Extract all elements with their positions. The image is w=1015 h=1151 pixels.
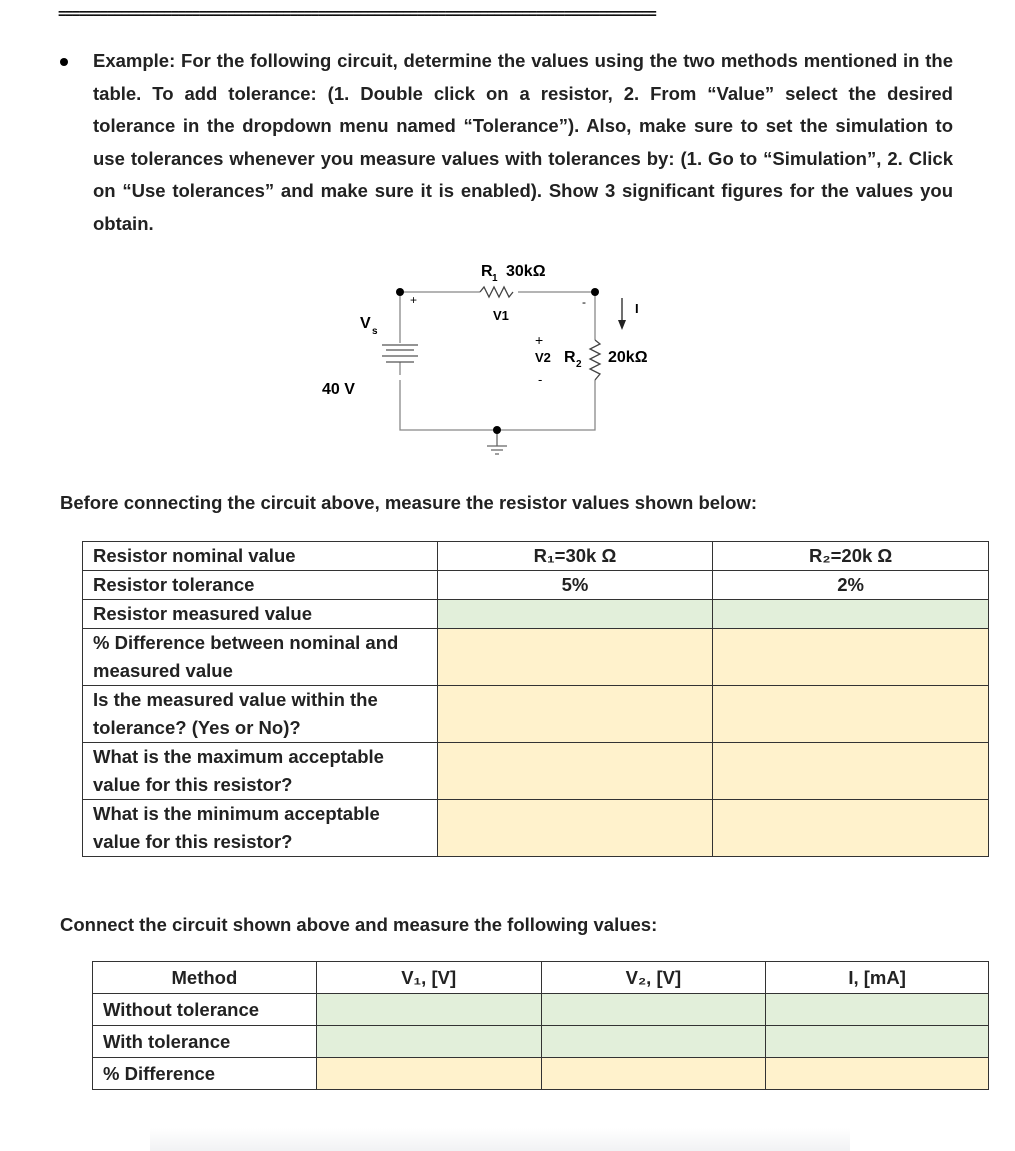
input-cell[interactable]: [437, 800, 713, 857]
circuit-diagram: [300, 250, 660, 460]
table-header-row: Method V₁, [V] V₂, [V] I, [mA]: [93, 962, 989, 994]
input-cell[interactable]: [713, 800, 989, 857]
table-row: Is the measured value within the tolerance? (Yes or No)?: [83, 686, 989, 743]
table-row: Resistor nominal value R₁=30k Ω R₂=20k Ω: [83, 542, 989, 571]
svg-text:V1: V1: [493, 308, 509, 323]
table-row: What is the maximum acceptable value for this resistor?: [83, 743, 989, 800]
instructions: Example: For the following circuit, determine the values using the two methods mentioned in the table. To add tolerance: (1. Double click on a resistor, 2. From “Value” select the desired tolerance in the dropdown menu named “Tolerance”). Also, make sure to set the simulation to use tolerances whenever you measure values with tolerances by: (1. Go to “Simulation”, 2. Click on “Use tolerances” and make sure it is enabled). Show 3 significant figures for the values you obtain.: [93, 50, 953, 234]
input-cell[interactable]: [766, 1026, 989, 1058]
separator-line: =====================================================================================: [58, 7, 656, 21]
bullet: [60, 58, 68, 66]
svg-text:-: -: [538, 372, 543, 387]
svg-text:-: -: [582, 295, 586, 309]
input-cell[interactable]: [437, 743, 713, 800]
input-cell[interactable]: [713, 629, 989, 686]
table-row: Resistor tolerance 5% 2%: [83, 571, 989, 600]
svg-text:V: V: [360, 315, 371, 332]
current-arrow-icon: [618, 320, 626, 330]
input-cell[interactable]: [437, 600, 713, 629]
input-cell[interactable]: [316, 1058, 541, 1090]
table-row: Resistor measured value: [83, 600, 989, 629]
svg-text:40 V: 40 V: [322, 381, 355, 398]
r1-resistor-symbol: [480, 287, 513, 297]
table-row: % Difference between nominal and measured value: [83, 629, 989, 686]
svg-text:30kΩ: 30kΩ: [506, 263, 546, 280]
input-cell[interactable]: [316, 1026, 541, 1058]
table-row: Without tolerance: [93, 994, 989, 1026]
battery-symbol: [382, 345, 418, 362]
input-cell[interactable]: [766, 994, 989, 1026]
input-cell[interactable]: [541, 1026, 766, 1058]
input-cell[interactable]: [437, 686, 713, 743]
input-cell[interactable]: [713, 600, 989, 629]
measurement-table: [92, 961, 989, 1090]
input-cell[interactable]: [541, 994, 766, 1026]
svg-text:I: I: [635, 301, 639, 316]
heading-resistor-measurement: Before connecting the circuit above, measure the resistor values shown below:: [60, 492, 758, 513]
input-cell[interactable]: [437, 629, 713, 686]
resistor-table: [82, 541, 989, 857]
table-row: % Difference: [93, 1058, 989, 1090]
table-row: With tolerance: [93, 1026, 989, 1058]
svg-text:+: +: [410, 293, 418, 307]
input-cell[interactable]: [713, 743, 989, 800]
r2-resistor-symbol: [590, 340, 600, 380]
input-cell[interactable]: [713, 686, 989, 743]
svg-text:V2: V2: [535, 350, 551, 365]
svg-text:20kΩ: 20kΩ: [608, 349, 648, 366]
table-row: What is the minimum acceptable value for this resistor?: [83, 800, 989, 857]
svg-text:+: +: [535, 332, 544, 348]
input-cell[interactable]: [541, 1058, 766, 1090]
svg-text:s: s: [372, 326, 378, 337]
input-cell[interactable]: [316, 994, 541, 1026]
svg-text:R: R: [481, 263, 493, 280]
bottom-fade: [150, 1128, 850, 1151]
svg-text:R: R: [564, 349, 576, 366]
svg-text:1: 1: [492, 273, 498, 284]
heading-circuit-measurement: Connect the circuit shown above and measure the following values:: [60, 914, 658, 935]
svg-text:2: 2: [576, 359, 582, 370]
input-cell[interactable]: [766, 1058, 989, 1090]
